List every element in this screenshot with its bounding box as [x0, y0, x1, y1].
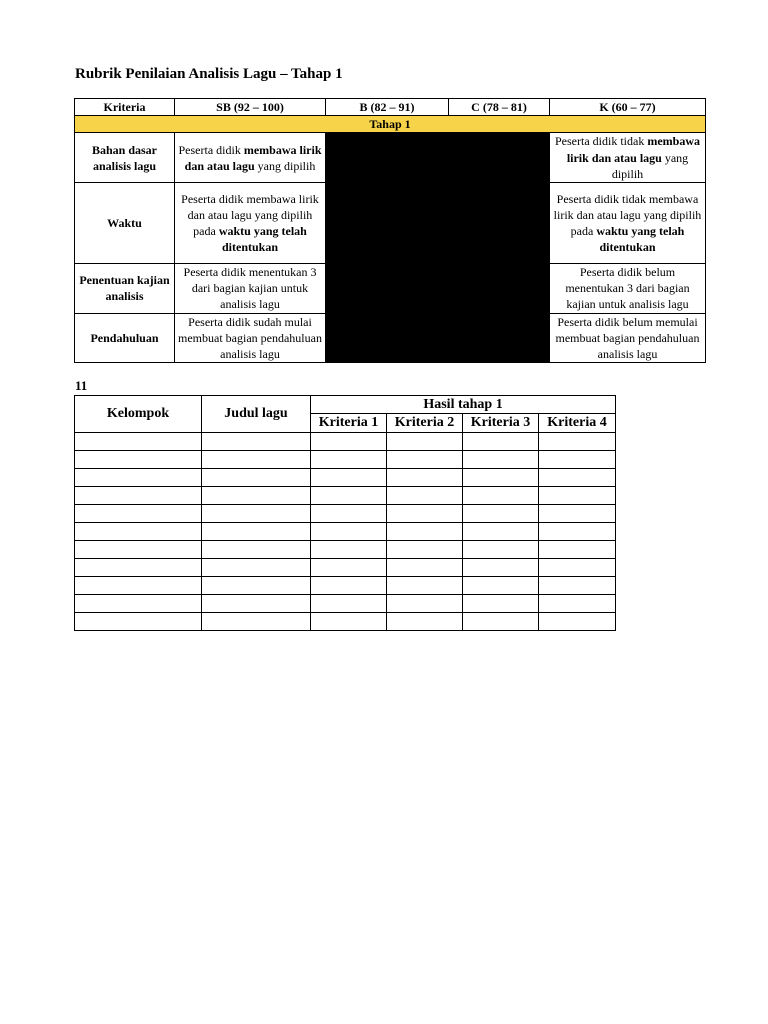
table-cell[interactable]: [463, 523, 539, 541]
results-table: [74, 395, 616, 631]
table-cell[interactable]: [387, 595, 463, 613]
header-c: C (78 – 81): [449, 99, 550, 116]
table-cell[interactable]: [539, 613, 616, 631]
table-cell[interactable]: [387, 559, 463, 577]
table-cell[interactable]: [202, 433, 311, 451]
table-cell[interactable]: [75, 469, 202, 487]
table-cell[interactable]: [202, 595, 311, 613]
sb-description: Peserta didik sudah mulai membuat bagian pendahuluan analisis lagu: [175, 313, 326, 363]
table-cell[interactable]: [539, 487, 616, 505]
table-cell[interactable]: [387, 613, 463, 631]
table-cell[interactable]: [311, 469, 387, 487]
header-hasil-tahap: Hasil tahap 1: [311, 396, 616, 414]
table-cell[interactable]: [387, 433, 463, 451]
table-cell[interactable]: [387, 505, 463, 523]
rubric-row: [75, 133, 706, 183]
table-cell[interactable]: [463, 595, 539, 613]
table-row: [75, 541, 616, 559]
header-kriteria-2: Kriteria 2: [387, 414, 463, 433]
table-cell[interactable]: [539, 559, 616, 577]
table-cell[interactable]: [311, 487, 387, 505]
table-cell[interactable]: [387, 451, 463, 469]
header-kriteria: Kriteria: [75, 99, 175, 116]
table-cell[interactable]: [463, 505, 539, 523]
k-description: Peserta didik belum memulai membuat bagian pendahuluan analisis lagu: [550, 313, 706, 363]
table-row: [75, 595, 616, 613]
table-cell[interactable]: [75, 487, 202, 505]
table-row: [75, 433, 616, 451]
sb-description: Peserta didik menentukan 3 dari bagian kajian untuk analisis lagu: [175, 264, 326, 314]
table-cell[interactable]: [202, 559, 311, 577]
table-cell[interactable]: [311, 541, 387, 559]
table-cell[interactable]: [75, 451, 202, 469]
table-cell[interactable]: [463, 433, 539, 451]
criterion-cell: Waktu: [75, 183, 175, 264]
table-cell[interactable]: [463, 559, 539, 577]
section-number: 11: [75, 378, 88, 393]
table-cell[interactable]: [202, 451, 311, 469]
table-row: [75, 577, 616, 595]
header-kelompok: Kelompok: [75, 396, 202, 433]
table-cell[interactable]: [311, 523, 387, 541]
table-row: [75, 613, 616, 631]
criterion-cell: Pendahuluan: [75, 313, 175, 363]
header-k: K (60 – 77): [550, 99, 706, 116]
table-cell[interactable]: [463, 577, 539, 595]
header-kriteria-1: Kriteria 1: [311, 414, 387, 433]
table-cell[interactable]: [75, 433, 202, 451]
table-cell[interactable]: [463, 613, 539, 631]
table-cell[interactable]: [202, 613, 311, 631]
header-judul-lagu: Judul lagu: [202, 396, 311, 433]
table-cell[interactable]: [202, 523, 311, 541]
table-cell[interactable]: [463, 469, 539, 487]
table-cell[interactable]: [311, 505, 387, 523]
table-cell[interactable]: [539, 523, 616, 541]
table-cell[interactable]: [387, 523, 463, 541]
criterion-cell: Penentuan kajian analisis: [75, 264, 175, 314]
k-description: Peserta didik tidak membawa lirik dan atau lagu yang dipilih: [550, 133, 706, 183]
table-cell[interactable]: [311, 577, 387, 595]
table-cell[interactable]: [75, 577, 202, 595]
table-row: [75, 487, 616, 505]
table-cell[interactable]: [311, 595, 387, 613]
table-cell[interactable]: [463, 541, 539, 559]
table-row: [75, 505, 616, 523]
table-cell[interactable]: [539, 577, 616, 595]
header-kriteria-3: Kriteria 3: [463, 414, 539, 433]
table-cell[interactable]: [387, 469, 463, 487]
header-kriteria-4: Kriteria 4: [539, 414, 616, 433]
table-cell[interactable]: [202, 469, 311, 487]
k-description: Peserta didik tidak membawa lirik dan atau lagu yang dipilih pada waktu yang telah ditentukan: [550, 183, 706, 264]
table-cell[interactable]: [202, 577, 311, 595]
k-description: Peserta didik belum menentukan 3 dari bagian kajian untuk analisis lagu: [550, 264, 706, 314]
table-row: [75, 469, 616, 487]
page-title: Rubrik Penilaian Analisis Lagu – Tahap 1: [75, 66, 343, 82]
table-cell[interactable]: [387, 487, 463, 505]
table-cell[interactable]: [463, 451, 539, 469]
sb-description: Peserta didik membawa lirik dan atau lagu yang dipilih pada waktu yang telah ditentukan: [175, 183, 326, 264]
rubric-table: [74, 98, 706, 363]
table-row: [75, 451, 616, 469]
table-cell[interactable]: [311, 559, 387, 577]
results-header-row: [75, 396, 616, 414]
table-row: [75, 559, 616, 577]
table-cell[interactable]: [311, 433, 387, 451]
table-cell[interactable]: [463, 487, 539, 505]
table-cell[interactable]: [539, 505, 616, 523]
table-cell[interactable]: [311, 451, 387, 469]
table-cell[interactable]: [539, 541, 616, 559]
table-cell[interactable]: [75, 613, 202, 631]
table-cell[interactable]: [539, 433, 616, 451]
rubric-header-row: [75, 99, 706, 116]
table-cell[interactable]: [75, 541, 202, 559]
table-cell[interactable]: [311, 613, 387, 631]
table-cell[interactable]: [202, 541, 311, 559]
table-cell[interactable]: [202, 505, 311, 523]
table-cell[interactable]: [75, 523, 202, 541]
table-row: [75, 523, 616, 541]
table-cell[interactable]: [539, 451, 616, 469]
header-b: B (82 – 91): [326, 99, 449, 116]
table-cell[interactable]: [539, 469, 616, 487]
stage-label: Tahap 1: [75, 116, 706, 133]
table-cell[interactable]: [539, 595, 616, 613]
table-cell[interactable]: [75, 505, 202, 523]
table-cell[interactable]: [202, 487, 311, 505]
stage-row: [75, 116, 706, 133]
table-cell[interactable]: [387, 541, 463, 559]
table-cell[interactable]: [75, 595, 202, 613]
table-cell[interactable]: [387, 577, 463, 595]
header-sb: SB (92 – 100): [175, 99, 326, 116]
redacted-block: [326, 133, 550, 363]
table-cell[interactable]: [75, 559, 202, 577]
criterion-cell: Bahan dasar analisis lagu: [75, 133, 175, 183]
sb-description: Peserta didik membawa lirik dan atau lagu yang dipilih: [175, 133, 326, 183]
